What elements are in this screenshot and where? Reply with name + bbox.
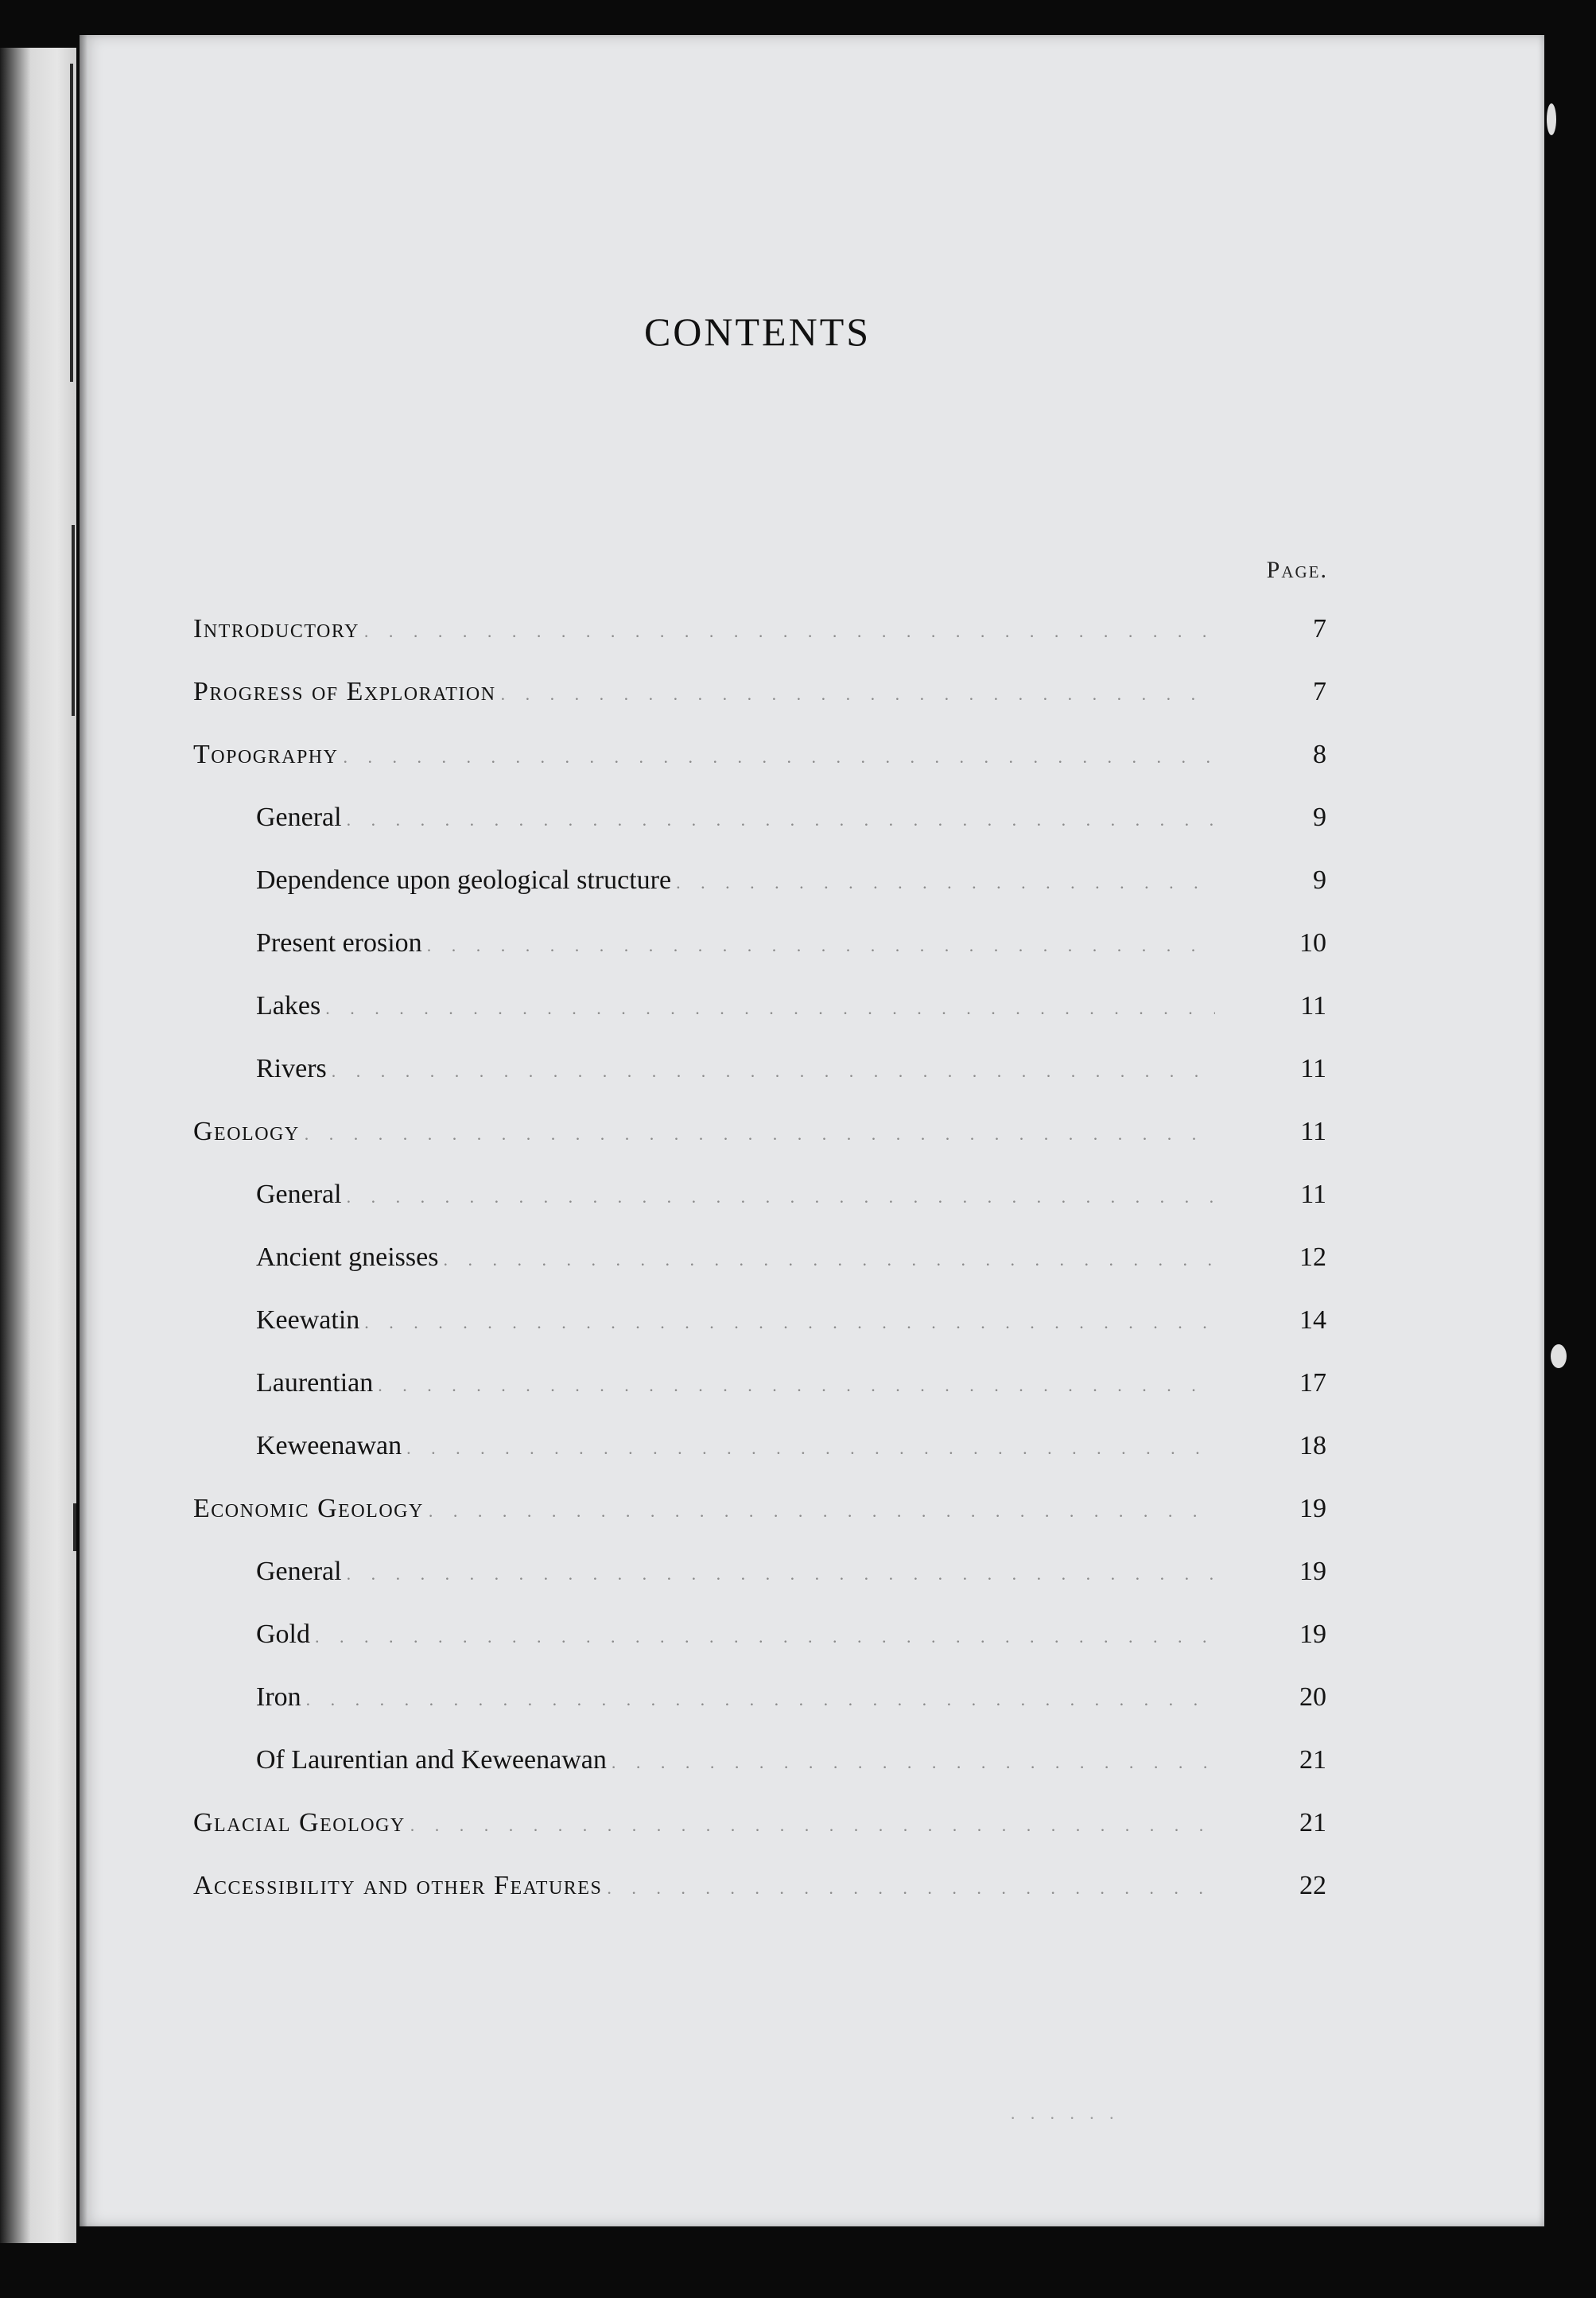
toc-entry-label: Accessibility and other Features: [193, 1871, 603, 1900]
toc-entry-page: 8: [1313, 740, 1326, 769]
dot-leader: [347, 1564, 1215, 1584]
dot-leader: [325, 998, 1215, 1019]
toc-entry: [256, 1180, 1326, 1227]
toc-entry-label: Gold: [256, 1619, 310, 1649]
toc-entry-page: 11: [1300, 1117, 1326, 1146]
toc-entry: [256, 1368, 1326, 1416]
toc-entry-label: Topography: [193, 740, 339, 769]
toc-entry-label: Dependence upon geological structure: [256, 865, 672, 895]
toc-entry: [193, 677, 1326, 725]
dot-leader: [315, 1627, 1215, 1647]
toc-entry: [193, 1871, 1326, 1919]
dot-leader: [676, 873, 1215, 893]
toc-entry-label: Rivers: [256, 1054, 327, 1083]
toc-entry: [256, 865, 1326, 913]
toc-entry-label: Geology: [193, 1117, 300, 1146]
toc-entry: [193, 740, 1326, 787]
toc-entry: [256, 803, 1326, 850]
toc-entry-page: 7: [1313, 677, 1326, 706]
dot-leader: [347, 1187, 1215, 1207]
toc-entry-page: 19: [1299, 1619, 1326, 1649]
dot-leader: [427, 935, 1215, 956]
dot-leader: [332, 1061, 1215, 1082]
toc-entry-page: 12: [1299, 1242, 1326, 1272]
dot-leader: [347, 810, 1215, 830]
dot-leader: [443, 1250, 1215, 1270]
dot-leader: [364, 1312, 1215, 1333]
toc-entry-page: 21: [1299, 1808, 1326, 1837]
toc-entry: [193, 1808, 1326, 1856]
toc-entry-page: 21: [1299, 1745, 1326, 1775]
toc-entry: [256, 1242, 1326, 1290]
toc-entry: [256, 1431, 1326, 1479]
dot-leader: [607, 1878, 1215, 1899]
toc-entry-page: 19: [1299, 1494, 1326, 1523]
dot-leader: [378, 1375, 1215, 1396]
dot-leader: [406, 1438, 1215, 1459]
toc-entry-page: 11: [1300, 1054, 1326, 1083]
toc-entry-page: 9: [1313, 865, 1326, 895]
paper-specks: · · · · · ·: [1010, 2108, 1120, 2128]
toc-entry: [256, 1745, 1326, 1793]
dot-leader: [612, 1752, 1215, 1773]
dot-leader: [305, 1124, 1215, 1145]
toc-entry: [256, 928, 1326, 976]
toc-entry-page: 11: [1300, 991, 1326, 1021]
toc-entry-page: 19: [1299, 1557, 1326, 1586]
toc-entry-page: 10: [1299, 928, 1326, 958]
toc-entry: [193, 614, 1326, 662]
page-title: CONTENTS: [643, 309, 872, 354]
toc-entry-label: Present erosion: [256, 928, 422, 958]
scan-artifact: [1547, 103, 1556, 135]
toc-entry-label: Progress of Exploration: [193, 677, 496, 706]
toc-entry-label: Iron: [256, 1682, 301, 1712]
toc-entry: [256, 1305, 1326, 1353]
toc-entry-label: Laurentian: [256, 1368, 374, 1398]
toc-entry-page: 18: [1299, 1431, 1326, 1460]
toc-entry-page: 14: [1299, 1305, 1326, 1335]
toc-entry-label: Economic Geology: [193, 1494, 424, 1523]
toc-entry: [256, 1682, 1326, 1730]
dot-leader: [501, 684, 1215, 705]
dot-leader: [306, 1689, 1215, 1710]
toc-entry: [256, 1619, 1326, 1667]
dot-leader: [364, 621, 1215, 642]
toc-entry-page: 9: [1313, 803, 1326, 832]
toc-entry-label: Ancient gneisses: [256, 1242, 439, 1272]
toc-entry-page: 11: [1300, 1180, 1326, 1209]
toc-entry: [193, 1117, 1326, 1165]
toc-entry-page: 17: [1299, 1368, 1326, 1398]
toc-entry-label: Glacial Geology: [193, 1808, 406, 1837]
toc-entry: [256, 1557, 1326, 1604]
toc-entry: [256, 991, 1326, 1039]
toc-entry-label: Introductory: [193, 614, 359, 644]
scan-artifact: [1551, 1344, 1567, 1368]
dot-leader: [343, 747, 1215, 768]
dot-leader: [410, 1815, 1215, 1836]
toc-entry-label: General: [256, 1557, 342, 1586]
toc-entry-label: General: [256, 803, 342, 832]
toc-entry-label: General: [256, 1180, 342, 1209]
toc-entry-page: 7: [1313, 614, 1326, 644]
toc-entry-page: 22: [1299, 1871, 1326, 1900]
toc-entry-label: Lakes: [256, 991, 321, 1021]
toc-entry-page: 20: [1299, 1682, 1326, 1712]
page-column-heading: Page.: [1266, 557, 1328, 583]
dot-leader: [429, 1501, 1215, 1522]
toc-entry: [256, 1054, 1326, 1102]
toc-entry-label: Keweenawan: [256, 1431, 402, 1460]
toc-entry-label: Of Laurentian and Keweenawan: [256, 1745, 607, 1775]
toc-entry: [193, 1494, 1326, 1542]
toc-entry-label: Keewatin: [256, 1305, 360, 1335]
